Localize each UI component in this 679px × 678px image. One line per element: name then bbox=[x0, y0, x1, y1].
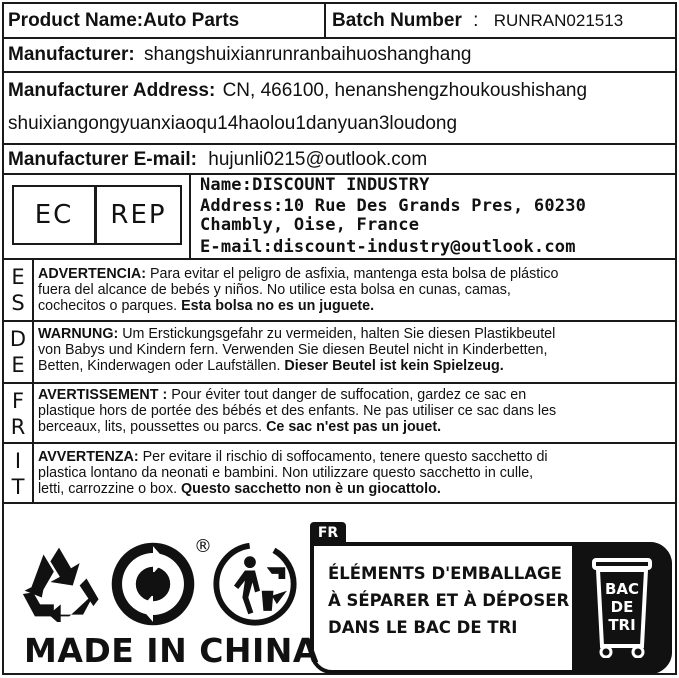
logos-section bbox=[4, 504, 675, 673]
triman-country-tab bbox=[310, 522, 346, 544]
batch-number-value: RUNRAN021513 bbox=[493, 11, 624, 30]
language-code-letter: E bbox=[11, 265, 25, 289]
bin-label-line: TRI bbox=[608, 616, 636, 634]
warning-row-fr bbox=[4, 384, 675, 444]
product-row bbox=[4, 4, 675, 39]
triman-line2: À SÉPARER ET À DÉPOSER bbox=[328, 591, 570, 610]
triman-text bbox=[328, 562, 569, 639]
batch-number-separator: : bbox=[473, 10, 479, 31]
language-code-letter: R bbox=[10, 415, 26, 439]
language-code-it bbox=[4, 444, 34, 502]
warning-bold-statement: Esta bolsa no es un juguete. bbox=[181, 298, 375, 314]
registered-mark: ® bbox=[194, 536, 212, 557]
manufacturer-field bbox=[8, 44, 471, 66]
warning-row-es bbox=[4, 260, 675, 322]
address-label: Manufacturer Address: bbox=[8, 80, 216, 101]
email-row bbox=[4, 145, 675, 175]
warning-label: ADVERTENCIA: bbox=[38, 266, 147, 282]
warning-bold-statement: Dieser Beutel ist kein Spielzeug. bbox=[284, 358, 504, 374]
warning-label: WARNUNG: bbox=[38, 326, 119, 342]
triman-line1: ÉLÉMENTS D'EMBALLAGE bbox=[328, 564, 562, 583]
divider bbox=[324, 4, 326, 37]
warning-body-line: fuera del alcance de bebés y niños. No utilice esta bolsa en cunas, camas, bbox=[38, 282, 511, 298]
email-value: hujunli0215@outlook.com bbox=[208, 149, 428, 170]
ec-rep-address-line2: Chambly, Oise, France bbox=[200, 215, 420, 235]
warning-text-fr bbox=[38, 387, 667, 435]
product-name-value: Auto Parts bbox=[143, 10, 240, 31]
warning-text-de bbox=[38, 326, 667, 374]
email-field bbox=[8, 149, 427, 171]
language-code-letter: S bbox=[11, 291, 25, 315]
warning-body-line: Um Erstickungsgefahr zu vermeiden, halten Sie diesen Plastikbeutel bbox=[118, 326, 556, 342]
recycle-icon bbox=[16, 542, 102, 622]
address-field bbox=[8, 80, 587, 102]
ec-rep-symbol bbox=[12, 185, 182, 245]
triman-box bbox=[310, 542, 672, 674]
bin-label-line: BAC bbox=[604, 580, 640, 598]
warning-row-it bbox=[4, 444, 675, 504]
warning-text-it bbox=[38, 449, 667, 497]
language-code-de bbox=[4, 322, 34, 382]
warning-body-line: plastica lontano da neonati e bambini. Non utilizzare questo sacchetto in culle, bbox=[38, 465, 534, 481]
email-label: Manufacturer E-mail: bbox=[8, 149, 197, 170]
divider bbox=[189, 175, 191, 258]
warning-label: AVERTISSEMENT : bbox=[38, 387, 168, 403]
green-dot-icon bbox=[110, 541, 196, 627]
warning-body-line: Pour éviter tout danger de suffocation, gardez ce sac en bbox=[167, 387, 527, 403]
warning-body-line: von Babys und Kindern fern. Verwenden Sie diesen Beutel nicht in Kinderbetten, bbox=[38, 342, 548, 358]
manufacturer-label: Manufacturer: bbox=[8, 44, 135, 65]
batch-number-label: Batch Number bbox=[332, 10, 462, 31]
triman-panel bbox=[310, 522, 672, 674]
bin-label-line: DE bbox=[610, 598, 634, 616]
ec-rep-address-line1: Address:10 Rue Des Grands Pres, 60230 bbox=[200, 196, 587, 216]
ec-rep-name: Name:DISCOUNT INDUSTRY bbox=[200, 175, 430, 195]
ec-rep-row bbox=[4, 175, 675, 260]
address-line2: shuixiangongyuanxiaoqu14haolou1danyuan3loudong bbox=[8, 113, 458, 134]
product-label bbox=[2, 2, 677, 675]
language-code-letter: I bbox=[14, 449, 22, 473]
address-line1: CN, 466100, henanshengzhoukoushishang bbox=[222, 80, 588, 101]
warning-body-line: Per evitare il rischio di soffocamento, tenere questo sacchetto di bbox=[138, 449, 548, 465]
language-code-fr bbox=[4, 384, 34, 442]
manufacturer-value: shangshuixianrunranbaihuoshanghang bbox=[143, 44, 472, 65]
triman-country-code: FR bbox=[317, 525, 339, 541]
warning-body-line: plastique hors de portée des bébés et des enfants. Ne pas utiliser ce sac dans les bbox=[38, 403, 557, 419]
warning-bold-statement: Questo sacchetto non è un giocattolo. bbox=[181, 481, 441, 497]
ec-symbol-text: EC bbox=[34, 200, 74, 230]
warning-label: AVVERTENZA: bbox=[38, 449, 139, 465]
bin-label bbox=[572, 580, 672, 634]
product-name-label: Product Name: bbox=[8, 10, 144, 31]
manufacturer-row bbox=[4, 39, 675, 73]
rep-symbol-text: REP bbox=[110, 200, 167, 230]
warning-body-line: letti, carrozzine o box. bbox=[38, 481, 182, 497]
language-code-letter: T bbox=[11, 475, 25, 499]
warning-body-line: Betten, Kinderwagen oder Laufställen. bbox=[38, 358, 285, 374]
product-name-field bbox=[8, 10, 239, 32]
triman-bin-area bbox=[572, 542, 672, 674]
warning-text-es bbox=[38, 266, 667, 314]
language-code-es bbox=[4, 260, 34, 320]
address-row bbox=[4, 73, 675, 145]
language-code-letter: E bbox=[11, 353, 25, 377]
warning-row-de bbox=[4, 322, 675, 384]
warning-body-line: berceaux, lits, poussettes ou parcs. bbox=[38, 419, 267, 435]
warning-body-line: Para evitar el peligro de asfixia, mantenga esta bolsa de plástico bbox=[146, 266, 559, 282]
ec-rep-email: E-mail:discount-industry@outlook.com bbox=[200, 237, 576, 257]
language-code-letter: D bbox=[9, 327, 27, 351]
warning-body-line: cochecitos o parques. bbox=[38, 298, 182, 314]
made-in-china: MADE IN CHINA bbox=[24, 631, 319, 670]
warning-bold-statement: Ce sac n'est pas un jouet. bbox=[266, 419, 442, 435]
language-code-letter: F bbox=[11, 389, 25, 413]
triman-line3: DANS LE BAC DE TRI bbox=[328, 618, 518, 637]
tidyman-icon bbox=[212, 542, 298, 626]
batch-number-field bbox=[332, 10, 623, 32]
